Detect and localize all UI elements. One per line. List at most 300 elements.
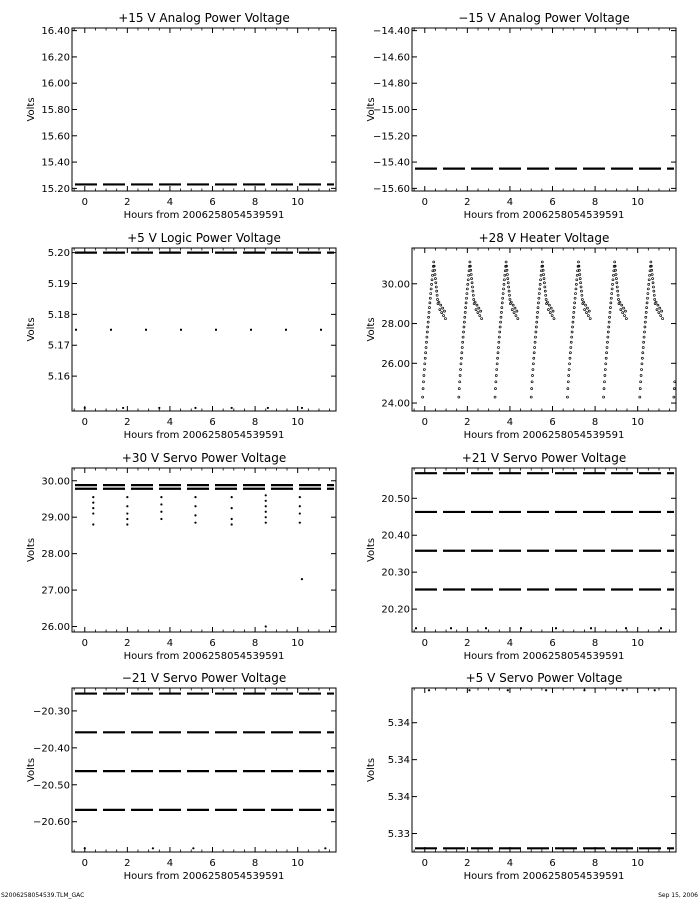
data-point <box>430 293 432 295</box>
data-point <box>537 307 539 309</box>
data-point <box>460 369 462 371</box>
chart-panel-8 <box>366 671 676 882</box>
data-point <box>543 282 545 284</box>
data-point <box>513 312 515 314</box>
chart-title: +30 V Servo Power Voltage <box>121 451 287 465</box>
data-point <box>458 388 460 390</box>
chart-title: +28 V Heater Voltage <box>478 231 610 245</box>
data-point <box>549 312 551 314</box>
data-point <box>301 407 303 409</box>
y-tick-label: 28.00 <box>381 319 410 331</box>
x-tick-label: 0 <box>81 417 88 428</box>
data-point <box>500 311 502 313</box>
data-point <box>541 261 543 263</box>
x-tick-label: 6 <box>209 638 216 649</box>
data-point <box>436 290 438 292</box>
data-point <box>646 307 648 309</box>
data-point <box>615 269 617 271</box>
data-point <box>460 357 462 359</box>
data-point <box>506 269 508 271</box>
data-point <box>503 288 505 290</box>
data-point <box>462 336 464 338</box>
data-point <box>576 279 578 281</box>
y-tick-label: −20.60 <box>32 817 70 829</box>
data-point <box>605 357 607 359</box>
data-point <box>531 388 533 390</box>
plot-frame <box>412 248 676 411</box>
data-point <box>265 625 267 627</box>
x-tick-label: 2 <box>124 417 131 428</box>
y-axis-label: Volts <box>26 757 37 783</box>
data-point <box>647 288 649 290</box>
data-point <box>438 301 440 303</box>
data-point <box>612 274 614 276</box>
data-point <box>160 496 162 498</box>
data-point <box>532 369 534 371</box>
data-point <box>543 278 545 280</box>
data-point <box>624 310 626 312</box>
data-point <box>423 369 425 371</box>
data-point <box>574 297 576 299</box>
x-tick-label: 8 <box>251 197 259 208</box>
data-point <box>152 847 154 849</box>
data-point <box>500 316 502 318</box>
data-point <box>622 312 624 314</box>
data-point <box>532 363 534 365</box>
y-axis-label: Volts <box>366 757 377 783</box>
data-point <box>427 321 429 323</box>
x-axis-label: Hours from 2006258054539591 <box>463 651 625 662</box>
x-tick-label: 10 <box>631 197 645 208</box>
y-tick-label: −15.40 <box>372 157 410 169</box>
plot-frame <box>72 468 336 632</box>
data-point <box>481 318 483 320</box>
data-point <box>462 341 464 343</box>
data-point <box>480 310 482 312</box>
data-point <box>642 352 644 354</box>
data-point <box>621 304 623 306</box>
data-point <box>466 288 468 290</box>
data-point <box>430 288 432 290</box>
chart-panel-6 <box>366 451 676 662</box>
data-point <box>577 261 579 263</box>
data-point <box>231 496 233 498</box>
data-point <box>605 363 607 365</box>
data-point <box>424 357 426 359</box>
data-point <box>425 346 427 348</box>
data-point <box>570 346 572 348</box>
data-point <box>431 283 433 285</box>
data-point <box>580 286 582 288</box>
plot-frame <box>412 688 676 852</box>
data-point <box>543 273 545 275</box>
data-point <box>299 505 301 507</box>
data-point <box>574 302 576 304</box>
data-point <box>612 279 614 281</box>
data-point <box>194 407 196 409</box>
y-tick-label: 5.19 <box>47 279 70 291</box>
data-point <box>194 496 196 498</box>
y-tick-label: 26.00 <box>41 622 70 634</box>
data-point <box>512 304 514 306</box>
data-point <box>502 293 504 295</box>
data-point <box>428 689 430 691</box>
x-axis-label: Hours from 2006258054539591 <box>463 430 625 441</box>
data-point <box>507 689 509 691</box>
data-point <box>470 273 472 275</box>
data-point <box>545 689 547 691</box>
data-point <box>92 496 94 498</box>
y-tick-label: 16.00 <box>41 78 70 90</box>
data-point <box>575 293 577 295</box>
x-tick-label: 4 <box>166 417 174 428</box>
x-axis-label: Hours from 2006258054539591 <box>123 871 285 882</box>
data-point <box>516 310 518 312</box>
data-point <box>538 297 540 299</box>
data-point <box>646 302 648 304</box>
data-point <box>532 375 534 377</box>
x-tick-label: 4 <box>166 197 174 208</box>
data-point <box>466 297 468 299</box>
data-point <box>640 375 642 377</box>
y-tick-label: 24.00 <box>381 398 410 410</box>
x-tick-label: 10 <box>291 197 305 208</box>
data-point <box>583 301 585 303</box>
data-point <box>603 396 605 398</box>
data-point <box>547 309 549 311</box>
plot-frame <box>72 688 336 852</box>
data-point <box>424 363 426 365</box>
data-point <box>505 261 507 263</box>
data-point <box>566 396 568 398</box>
data-point <box>478 307 480 309</box>
data-point <box>538 293 540 295</box>
data-point <box>572 316 574 318</box>
data-point <box>622 689 624 691</box>
data-point <box>651 269 653 271</box>
data-point <box>573 311 575 313</box>
data-point <box>606 341 608 343</box>
data-point <box>503 279 505 281</box>
data-point <box>609 311 611 313</box>
y-tick-label: 27.00 <box>41 585 70 597</box>
y-tick-label: 5.18 <box>47 309 70 321</box>
y-tick-label: 5.33 <box>387 829 410 841</box>
data-point <box>642 346 644 348</box>
y-tick-label: 28.00 <box>41 549 70 561</box>
x-tick-label: 2 <box>124 858 131 869</box>
data-point <box>463 321 465 323</box>
data-point <box>588 310 590 312</box>
data-point <box>299 512 301 514</box>
data-point <box>535 326 537 328</box>
chart-title: +5 V Logic Power Voltage <box>127 231 281 245</box>
data-point <box>612 283 614 285</box>
data-point <box>579 278 581 280</box>
data-point <box>645 316 647 318</box>
data-point <box>537 302 539 304</box>
data-point <box>603 381 605 383</box>
data-point <box>583 689 585 691</box>
data-point <box>422 381 424 383</box>
y-tick-label: −15.60 <box>372 183 410 195</box>
chart-panel-3 <box>26 231 336 441</box>
data-point <box>467 279 469 281</box>
data-point <box>473 298 475 300</box>
data-point <box>435 282 437 284</box>
data-point <box>646 297 648 299</box>
data-point <box>422 396 424 398</box>
data-point <box>647 293 649 295</box>
x-tick-label: 6 <box>549 638 556 649</box>
data-point <box>581 298 583 300</box>
data-point <box>641 357 643 359</box>
y-tick-label: 15.20 <box>41 183 70 195</box>
x-tick-label: 8 <box>251 417 259 428</box>
data-point <box>581 294 583 296</box>
x-tick-label: 6 <box>209 197 216 208</box>
data-point <box>614 261 616 263</box>
data-point <box>533 352 535 354</box>
x-tick-label: 8 <box>251 858 259 869</box>
data-point <box>496 369 498 371</box>
data-point <box>643 341 645 343</box>
data-point <box>553 318 555 320</box>
footer-date-label: Sep 15, 2006 <box>658 892 698 899</box>
data-point <box>653 290 655 292</box>
data-point <box>539 288 541 290</box>
data-point <box>567 388 569 390</box>
data-point <box>655 301 657 303</box>
data-point <box>567 381 569 383</box>
data-point <box>569 363 571 365</box>
y-axis-label: Volts <box>366 537 377 563</box>
data-point <box>568 375 570 377</box>
data-point <box>265 505 267 507</box>
data-point <box>544 286 546 288</box>
data-point <box>126 518 128 520</box>
data-point <box>507 278 509 280</box>
plot-frame <box>412 28 676 191</box>
data-point <box>506 273 508 275</box>
x-tick-label: 10 <box>291 858 305 869</box>
data-point <box>472 294 474 296</box>
data-point <box>265 511 267 513</box>
data-point <box>531 381 533 383</box>
data-point <box>652 286 654 288</box>
y-axis-label: Volts <box>366 97 377 122</box>
data-point <box>497 352 499 354</box>
data-point <box>569 352 571 354</box>
y-tick-label: 5.34 <box>387 792 410 804</box>
data-point <box>657 304 659 306</box>
data-point <box>611 293 613 295</box>
y-axis-label: Volts <box>366 317 377 342</box>
data-point <box>606 346 608 348</box>
x-tick-label: 0 <box>421 417 428 428</box>
data-point <box>552 310 554 312</box>
data-point <box>464 311 466 313</box>
data-point <box>645 311 647 313</box>
data-point <box>465 302 467 304</box>
y-tick-label: 5.34 <box>387 755 410 767</box>
data-point <box>509 298 511 300</box>
y-axis-label: Volts <box>26 537 37 563</box>
x-axis-label: Hours from 2006258054539591 <box>463 210 625 221</box>
data-point <box>465 307 467 309</box>
data-point <box>586 307 588 309</box>
data-point <box>434 278 436 280</box>
data-point <box>575 283 577 285</box>
data-point <box>158 407 160 409</box>
data-point <box>92 512 94 514</box>
y-tick-label: 5.17 <box>47 340 70 352</box>
y-tick-label: 16.20 <box>41 52 70 64</box>
data-point <box>425 352 427 354</box>
chart-title: −15 V Analog Power Voltage <box>458 11 630 25</box>
data-point <box>160 503 162 505</box>
data-point <box>431 279 433 281</box>
data-point <box>503 283 505 285</box>
data-point <box>194 514 196 516</box>
y-tick-label: −15.20 <box>372 131 410 143</box>
data-point <box>440 304 442 306</box>
data-point <box>463 326 465 328</box>
data-point <box>496 363 498 365</box>
y-tick-label: 5.20 <box>47 248 70 260</box>
data-point <box>231 518 233 520</box>
data-point <box>299 522 301 524</box>
data-point <box>607 336 609 338</box>
y-tick-label: 20.50 <box>381 493 410 505</box>
chart-title: +21 V Servo Power Voltage <box>461 451 627 465</box>
data-point <box>92 523 94 525</box>
data-point <box>476 304 478 306</box>
data-point <box>652 278 654 280</box>
x-tick-label: 8 <box>591 858 599 869</box>
data-point <box>534 346 536 348</box>
x-tick-label: 6 <box>549 197 556 208</box>
data-point <box>551 315 553 317</box>
data-point <box>431 274 433 276</box>
x-tick-label: 8 <box>591 197 599 208</box>
data-point <box>122 407 124 409</box>
x-tick-label: 6 <box>549 417 556 428</box>
data-point <box>651 273 653 275</box>
data-point <box>442 307 444 309</box>
y-tick-label: −20.40 <box>32 743 70 755</box>
data-point <box>459 381 461 383</box>
x-tick-label: 6 <box>209 858 216 869</box>
x-tick-label: 10 <box>631 858 645 869</box>
data-point <box>426 331 428 333</box>
data-point <box>608 321 610 323</box>
data-point <box>610 302 612 304</box>
data-point <box>84 407 86 409</box>
data-point <box>508 286 510 288</box>
x-tick-label: 2 <box>464 197 471 208</box>
data-point <box>615 273 617 275</box>
data-point <box>494 396 496 398</box>
data-point <box>435 286 437 288</box>
y-tick-label: 20.40 <box>381 530 410 542</box>
data-point <box>429 297 431 299</box>
data-point <box>423 375 425 377</box>
y-tick-label: 20.20 <box>381 604 410 616</box>
data-point <box>643 331 645 333</box>
data-point <box>126 505 128 507</box>
data-point <box>648 279 650 281</box>
x-tick-label: 0 <box>421 858 428 869</box>
data-point <box>126 512 128 514</box>
data-point <box>425 341 427 343</box>
data-point <box>500 321 502 323</box>
x-tick-label: 8 <box>251 638 259 649</box>
x-axis-label: Hours from 2006258054539591 <box>123 210 285 221</box>
x-tick-label: 6 <box>549 858 556 869</box>
data-point <box>641 363 643 365</box>
data-point <box>550 307 552 309</box>
data-point <box>536 321 538 323</box>
x-tick-label: 0 <box>421 638 428 649</box>
data-point <box>428 316 430 318</box>
data-point <box>510 301 512 303</box>
x-tick-label: 2 <box>464 858 471 869</box>
data-point <box>643 336 645 338</box>
x-tick-label: 2 <box>124 197 131 208</box>
data-point <box>537 311 539 313</box>
data-point <box>497 357 499 359</box>
y-tick-label: 5.16 <box>47 371 70 383</box>
data-point <box>604 369 606 371</box>
data-point <box>504 274 506 276</box>
data-point <box>194 522 196 524</box>
data-point <box>641 369 643 371</box>
data-point <box>571 331 573 333</box>
data-point <box>461 346 463 348</box>
data-point <box>471 278 473 280</box>
data-point <box>265 500 267 502</box>
data-point <box>589 318 591 320</box>
x-tick-label: 4 <box>166 638 174 649</box>
data-point <box>615 278 617 280</box>
data-point <box>640 381 642 383</box>
x-axis-label: Hours from 2006258054539591 <box>123 430 285 441</box>
chart-title: +5 V Servo Power Voltage <box>465 671 623 685</box>
data-point <box>540 274 542 276</box>
data-point <box>536 316 538 318</box>
data-point <box>84 847 86 849</box>
data-point <box>545 294 547 296</box>
data-point <box>617 290 619 292</box>
data-point <box>533 357 535 359</box>
data-point <box>673 396 675 398</box>
data-point <box>571 336 573 338</box>
y-tick-label: −14.80 <box>372 78 410 90</box>
data-point <box>265 522 267 524</box>
data-point <box>160 511 162 513</box>
data-point <box>495 381 497 383</box>
data-point <box>639 388 641 390</box>
x-tick-label: 8 <box>591 638 599 649</box>
y-tick-label: 5.34 <box>387 718 410 730</box>
data-point <box>501 307 503 309</box>
x-tick-label: 4 <box>506 638 514 649</box>
y-tick-label: −20.50 <box>32 780 70 792</box>
data-point <box>580 282 582 284</box>
data-point <box>546 301 548 303</box>
data-point <box>570 341 572 343</box>
